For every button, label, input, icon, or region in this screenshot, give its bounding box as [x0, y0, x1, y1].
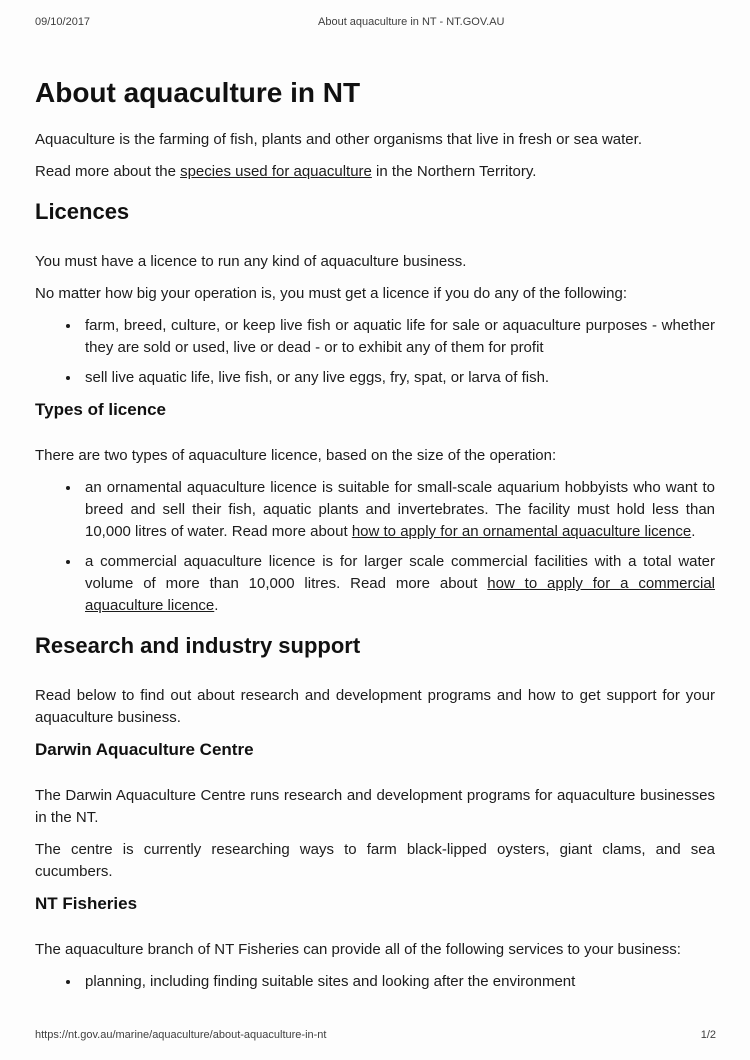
page-title: About aquaculture in NT — [35, 77, 361, 108]
section-heading-darwin-aquaculture-centre: Darwin Aquaculture Centre — [35, 740, 254, 759]
print-footer-page-indicator: 1/2 — [700, 1029, 716, 1041]
licences-paragraph-2: No matter how big your operation is, you must get a licence if you do any of the following: — [35, 285, 627, 302]
licences-bullet-list — [35, 315, 715, 389]
fisheries-bullet-list — [35, 971, 715, 993]
ornamental-licence-apply-link[interactable]: how to apply for an ornamental aquaculture licence — [351, 523, 692, 540]
list-item — [81, 551, 715, 617]
section-heading-licences: Licences — [35, 199, 130, 224]
fisheries-paragraph-1: The aquaculture branch of NT Fisheries can provide all of the following services to your business: — [35, 941, 681, 958]
commercial-licence-apply-link[interactable]: how to apply for a commercial aquaculture licence — [85, 575, 716, 614]
ornamental-licence-text: an ornamental aquaculture licence is suitable for small-scale aquarium hobbyists who want to breed and sell their fish, aquatic plants and invertebrates. The facility must hold less than 10,000 litres of water. Read more about — [85, 479, 715, 540]
print-footer-url: https://nt.gov.au/marine/aquaculture/about-aquaculture-in-nt — [35, 1029, 327, 1041]
print-header-date: 09/10/2017 — [35, 16, 91, 28]
types-paragraph-1: There are two types of aquaculture licence, based on the size of the operation: — [35, 447, 557, 464]
licences-paragraph-1: You must have a licence to run any kind of aquaculture business. — [35, 253, 467, 270]
darwin-paragraph-1: The Darwin Aquaculture Centre runs research and development programs for aquaculture businesses in the NT. — [35, 787, 715, 826]
intro-paragraph-2 — [35, 161, 715, 183]
commercial-licence-text: a commercial aquaculture licence is for larger scale commercial facilities with a total water volume of more than 10,000 litres. Read more about — [85, 553, 715, 592]
list-item — [81, 477, 715, 543]
species-used-for-aquaculture-link[interactable]: species used for aquaculture — [180, 163, 372, 180]
list-item: • planning, including finding suitable sites and looking after the environment — [81, 971, 715, 993]
list-item: • sell live aquatic life, live fish, or any live eggs, fry, spat, or larva of fish. — [81, 367, 715, 389]
intro-paragraph-1: Aquaculture is the farming of fish, plants and other organisms that live in fresh or sea water. — [35, 131, 642, 148]
darwin-paragraph-2: The centre is currently researching ways to farm black-lipped oysters, giant clams, and sea cucumbers. — [35, 841, 715, 880]
intro-paragraph-2-text-after: in the Northern Territory. — [371, 163, 537, 180]
ornamental-licence-text-after: . — [691, 523, 696, 540]
types-bullet-list — [35, 477, 715, 617]
intro-paragraph-2-text: Read more about the — [35, 163, 181, 180]
section-heading-types-of-licence: Types of licence — [35, 400, 167, 419]
commercial-licence-text-after: . — [214, 597, 219, 614]
section-heading-nt-fisheries: NT Fisheries — [35, 894, 138, 913]
section-heading-research-and-industry-support: Research and industry support — [35, 633, 361, 658]
list-item: • farm, breed, culture, or keep live fish or aquatic life for sale or aquaculture purposes - whether they are sold or used, live or dead - or to exhibit any of them for profit — [81, 315, 715, 359]
print-header-title: About aquaculture in NT - NT.GOV.AU — [318, 16, 505, 28]
research-paragraph-1: Read below to find out about research and development programs and how to get support for your aquaculture business. — [35, 687, 715, 726]
